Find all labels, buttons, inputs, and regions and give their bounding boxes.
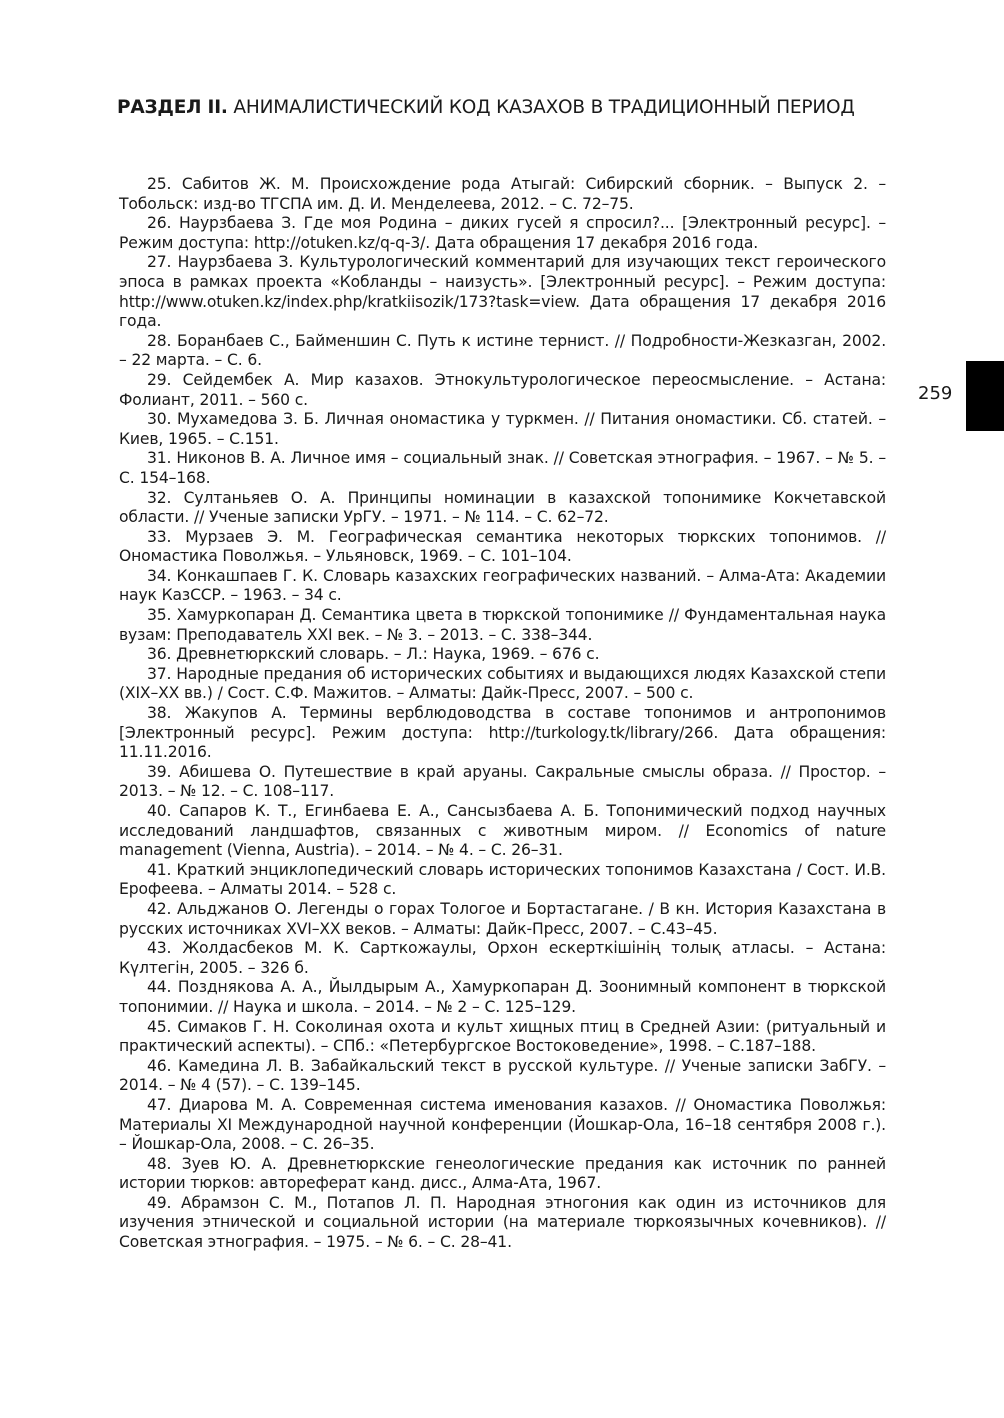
- reference-text: Абрамзон С. М., Потапов Л. П. Народная этногония как один из источников для изучения этнической и социальной истории (на материале тюркоязычных кочевников). // Советская этнография. – 1975. – № 6. – С. 28–41.: [119, 1193, 886, 1252]
- reference-item: [119, 489, 886, 528]
- reference-item: [119, 1194, 886, 1253]
- reference-text: Султаньяев О. А. Принципы номинации в казахской топонимике Кокчетавской области. // Ученые записки УрГУ. – 1971. – № 114. – С. 62–72.: [119, 488, 886, 527]
- reference-text: Никонов В. А. Личное имя – социальный знак. // Советская этнография. – 1967. – № 5. – С. 154–168.: [119, 449, 887, 487]
- reference-number: 47.: [147, 1095, 172, 1114]
- reference-item: [119, 939, 886, 978]
- reference-number: 32.: [147, 488, 172, 507]
- reference-item: [119, 253, 886, 331]
- reference-item: [119, 763, 886, 802]
- reference-item: [119, 449, 886, 488]
- reference-number: 44.: [147, 978, 172, 997]
- reference-item: [119, 1155, 886, 1194]
- reference-number: 33.: [147, 527, 172, 546]
- reference-text: Зуев Ю. А. Древнетюркские генеологические предания как источник по ранней истории тюрков: автореферат канд. дисс., Алма-Ата, 1967.: [119, 1154, 886, 1193]
- reference-number: 35.: [147, 606, 172, 625]
- reference-item: [119, 332, 886, 371]
- reference-item: [119, 978, 886, 1017]
- reference-item: [119, 371, 886, 410]
- reference-text: Народные предания об исторических событиях и выдающихся людях Казахской степи (XIX–XX вв.) / Сост. С.Ф. Мажитов. – Алматы: Дайк-Пресс, 2007. – 500 с.: [119, 664, 886, 703]
- reference-text: Сабитов Ж. М. Происхождение рода Атыгай: Сибирский сборник. – Выпуск 2. – Тобольск: изд-во ТГСПА им. Д. И. Менделеева, 2012. – С. 72–75.: [119, 175, 886, 213]
- reference-text: Боранбаев С., Байменшин С. Путь к истине тернист. // Подробности-Жезказган, 2002. – 22 марта. – С. 6.: [119, 331, 886, 370]
- reference-number: 34.: [147, 566, 172, 585]
- reference-text: Абишева О. Путешествие в край аруаны. Сакральные смыслы образа. // Простор. – 2013. – № 12. – С. 108–117.: [119, 762, 887, 801]
- reference-item: [119, 861, 886, 900]
- page-number: 259: [918, 383, 953, 404]
- reference-number: 38.: [147, 704, 172, 723]
- reference-text: Жакупов А. Термины верблюдоводства в составе топонимов и антропонимов [Электронный ресурс]. Режим доступа: http://turkology.tk/library/266. Дата обращения: 11.11.2016.: [119, 704, 886, 762]
- reference-item: [119, 214, 886, 253]
- reference-number: 27.: [147, 253, 172, 272]
- reference-number: 39.: [147, 762, 172, 781]
- reference-text: Краткий энциклопедический словарь исторических топонимов Казахстана / Сост. И.В. Ерофеева. – Алматы 2014. – 528 с.: [119, 860, 886, 899]
- reference-item: [119, 802, 886, 861]
- reference-text: Мухамедова З. Б. Личная ономастика у туркмен. // Питания ономастики. Сб. статей. – Киев, 1965. – С.151.: [119, 410, 886, 448]
- reference-text: Конкашпаев Г. К. Словарь казахских географических названий. – Алма-Ата: Академии наук КазССР. – 1963. – 34 с.: [119, 566, 886, 605]
- reference-number: 31.: [147, 449, 172, 468]
- reference-number: 45.: [147, 1017, 172, 1036]
- reference-text: Наурзбаева З. Культурологический комментарий для изучающих текст героического эпоса в рамках проекта «Кобланды – наизусть». [Электронный ресурс]. – Режим доступа: http://www.otuken.kz/index.php/kratkiisozik/173?task=view. Дата обращения 17 декабря 2016 года.: [119, 253, 886, 331]
- reference-text: Древнетюркский словарь. – Л.: Наука, 1969. – 676 с.: [176, 645, 600, 664]
- reference-text: Диарова М. А. Современная система именования казахов. // Ономастика Поволжья: Материалы XI Международной научной конференции (Йошкар-Ола, 16–18 сентября 2008 г.). – Йошкар-Ола, 2008. – С. 26–35.: [119, 1095, 887, 1154]
- reference-number: 30.: [147, 410, 172, 429]
- reference-text: Симаков Г. Н. Соколиная охота и культ хищных птиц в Средней Азии: (ритуальный и практический аспекты). – СПб.: «Петербургское Востоковедение», 1998. – С.187–188.: [119, 1017, 887, 1056]
- section-title: АНИМАЛИСТИЧЕСКИЙ КОД КАЗАХОВ В ТРАДИЦИОННЫЙ ПЕРИОД: [227, 97, 855, 118]
- reference-item: [119, 567, 886, 606]
- reference-text: Камедина Л. В. Забайкальский текст в русской культуре. // Ученые записки ЗабГУ. – 2014. – № 4 (57). – С. 139–145.: [119, 1056, 886, 1095]
- reference-item: [119, 1057, 886, 1096]
- running-header: [117, 96, 897, 120]
- reference-item: [119, 606, 886, 645]
- reference-item: [119, 1096, 886, 1155]
- reference-number: 48.: [147, 1154, 172, 1173]
- reference-text: Сейдембек А. Мир казахов. Этнокультурологическое переосмысление. – Астана: Фолиант, 2011. – 560 с.: [119, 370, 887, 409]
- reference-number: 25.: [147, 175, 172, 193]
- reference-list: [119, 175, 886, 1253]
- reference-item: [119, 1018, 886, 1057]
- reference-number: 43.: [147, 939, 172, 958]
- reference-number: 29.: [147, 370, 172, 389]
- reference-item: [119, 645, 886, 665]
- reference-item: [119, 528, 886, 567]
- reference-text: Сапаров К. Т., Егинбаева Е. А., Сансызбаева А. Б. Топонимический подход научных исследований ландшафтов, связанных с животным миром. // Economics of nature management (Vienna, Austria). – 2014. – № 4. – С. 26–31.: [119, 802, 886, 860]
- reference-number: 36.: [147, 645, 172, 664]
- reference-item: [119, 704, 886, 763]
- reference-text: Хамуркопаран Д. Семантика цвета в тюркской топонимике // Фундаментальная наука вузам: Преподаватель XXI век. – № 3. – 2013. – С. 338–344.: [119, 606, 886, 644]
- thumb-index-tab: [966, 361, 1004, 431]
- reference-number: 42.: [147, 899, 172, 918]
- reference-text: Жолдасбеков М. К. Сарткожаулы, Орхон ескерткішінің толық атласы. – Астана: Күлтегін, 2005. – 326 б.: [119, 939, 887, 977]
- reference-number: 37.: [147, 664, 172, 683]
- section-label: РАЗДЕЛ II.: [117, 97, 228, 118]
- reference-number: 49.: [147, 1193, 172, 1212]
- reference-text: Мурзаев Э. М. Географическая семантика некоторых тюркских топонимов. // Ономастика Поволжья. – Ульяновск, 1969. – С. 101–104.: [119, 527, 887, 566]
- reference-text: Наурзбаева З. Где моя Родина – диких гусей я спросил?... [Электронный ресурс]. – Режим доступа: http://otuken.kz/q-q-3/. Дата обращения 17 декабря 2016 года.: [119, 214, 887, 252]
- reference-item: [119, 900, 886, 939]
- reference-number: 28.: [147, 331, 172, 350]
- reference-item: [119, 410, 886, 449]
- reference-number: 40.: [147, 802, 172, 820]
- reference-number: 26.: [147, 214, 172, 233]
- reference-text: Альджанов О. Легенды о горах Тологое и Бортастагане. / В кн. История Казахстана в русских источниках XVI–XX веков. – Алматы: Дайк-Пресс, 2007. – С.43–45.: [119, 899, 886, 938]
- reference-number: 41.: [147, 860, 172, 879]
- reference-item: [119, 175, 886, 214]
- reference-item: [119, 665, 886, 704]
- reference-number: 46.: [147, 1056, 172, 1075]
- reference-text: Позднякова А. А., Йылдырым А., Хамуркопаран Д. Зоонимный компонент в тюркской топонимии. // Наука и школа. – 2014. – № 2 – С. 125–129.: [119, 978, 886, 1016]
